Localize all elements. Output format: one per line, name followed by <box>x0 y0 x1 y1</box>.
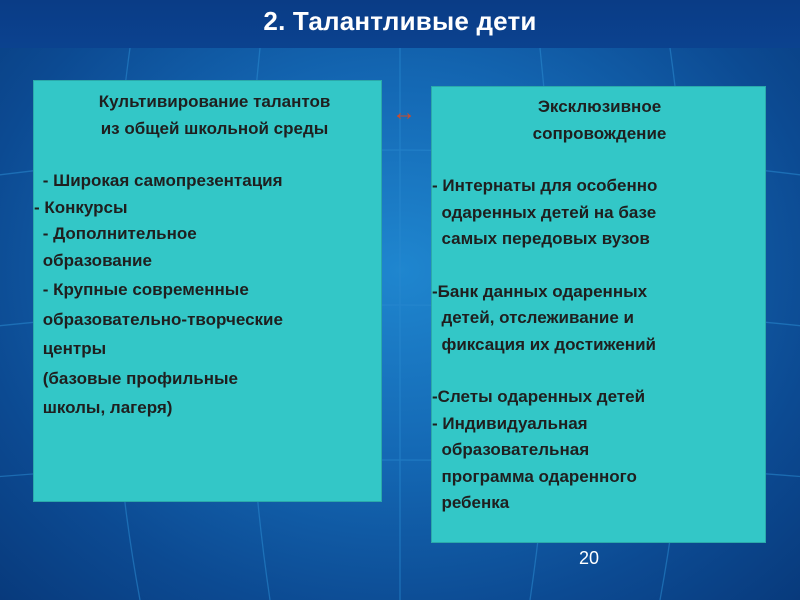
right-list-item: программа одаренного <box>432 466 637 486</box>
left-list-item: - Дополнительное <box>38 224 197 243</box>
left-list-item: (базовые профильные <box>38 368 238 388</box>
left-list-item: - Конкурсы <box>34 197 128 217</box>
right-list-item: фиксация их достижений <box>432 334 656 354</box>
right-list-item: - Интернаты для особенно <box>432 176 658 195</box>
right-heading-line: Эксклюзивное <box>537 97 662 116</box>
slide-title: 2. Талантливые дети <box>263 6 537 36</box>
left-heading-line: Культивирование талантов <box>98 92 331 111</box>
right-card-list <box>432 173 765 517</box>
left-list-item: - Крупные современные <box>38 280 249 299</box>
right-list-item: образовательная <box>432 440 590 459</box>
right-list-item: одаренных детей на базе <box>432 202 657 222</box>
left-list-item: образовательно-творческие <box>38 309 283 329</box>
left-list-item: образование <box>38 250 152 270</box>
right-heading-line: сопровождение <box>532 123 667 143</box>
left-list-item: центры <box>38 339 107 358</box>
right-list-item: детей, отслеживание и <box>432 308 634 327</box>
left-heading-line: из общей школьной среды <box>100 118 329 138</box>
left-card-list <box>34 168 381 422</box>
left-card-heading <box>48 89 381 142</box>
right-card-spacer <box>432 147 765 173</box>
left-list-item: - Широкая самопрезентация <box>38 171 283 190</box>
right-card-heading <box>434 94 765 147</box>
title-bar <box>0 0 800 48</box>
left-list-item: школы, лагеря) <box>38 398 173 417</box>
right-list-spacer <box>432 253 765 279</box>
double-arrow-icon: ↔ <box>392 99 416 126</box>
right-list-spacer <box>432 358 765 384</box>
right-list-item: - Индивидуальная <box>432 413 588 433</box>
right-list-item: -Банк данных одаренных <box>432 281 648 301</box>
right-card <box>431 86 766 543</box>
left-card <box>33 80 382 502</box>
right-list-item: -Слеты одаренных детей <box>432 387 646 406</box>
left-card-spacer <box>34 142 381 168</box>
page-number: 20 <box>579 548 600 568</box>
right-list-item: ребенка <box>432 493 510 512</box>
right-list-item: самых передовых вузов <box>432 229 650 248</box>
